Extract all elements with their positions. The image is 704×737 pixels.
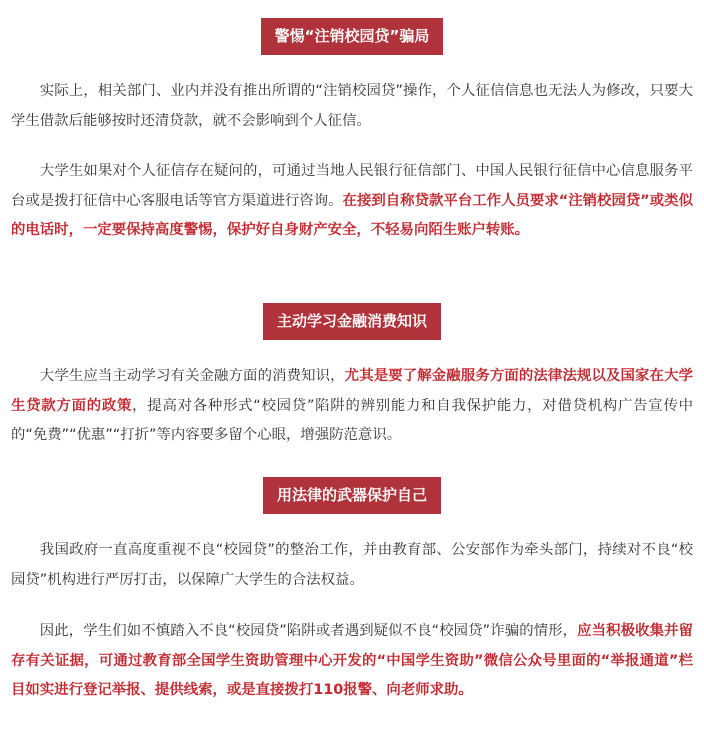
paragraph-text: 因此，学生们如不慎踏入不良“校园贷”陷阱或者遇到疑似不良“校园贷”诈骗的情形， bbox=[39, 623, 578, 639]
paragraph bbox=[11, 617, 693, 706]
section-1-heading-wrap bbox=[0, 18, 704, 55]
section-heading: 主动学习金融消费知识 bbox=[263, 303, 441, 340]
paragraph-text: 实际上，相关部门、业内并没有推出所谓的“注销校园贷”操作，个人征信信息也无法人为修改，只要大学生借款后能够按时还清贷款，就不会影响到个人征信。 bbox=[11, 83, 693, 129]
paragraph-text: 我国政府一直高度重视不良“校园贷”的整治工作，并由教育部、公安部作为牵头部门，持续对不良“校园贷”机构进行严厉打击，以保障广大学生的合法权益。 bbox=[11, 542, 693, 588]
paragraph bbox=[11, 157, 693, 246]
highlighted-text: 在接到自称贷款平台工作人员要求“注销校园贷”或类似的电话时，一定要保持高度警惕，保护好自身财产安全，不轻易向陌生账户转账。 bbox=[11, 192, 693, 238]
paragraph bbox=[11, 77, 693, 136]
highlighted-text: 尤其是要了解金融服务方面的法律法规以及国家在大学生贷款方面的政策 bbox=[11, 368, 693, 414]
paragraph-text: 大学生应当主动学习有关金融方面的消费知识， bbox=[39, 368, 345, 384]
paragraph-text: 大学生如果对个人征信存在疑问的，可通过当地人民银行征信部门、中国人民银行征信中心信息服务平台或是拨打征信中心客服电话等官方渠道进行咨询。 bbox=[11, 163, 693, 209]
paragraph bbox=[11, 536, 693, 595]
highlighted-text: 应当积极收集并留存有关证据，可通过教育部全国学生资助管理中心开发的“中国学生资助”微信公众号里面的“举报通道”栏目如实进行登记举报、提供线索，或是直接拨打110报警、向老师求助。 bbox=[11, 623, 693, 698]
paragraph bbox=[11, 362, 693, 451]
section-heading: 用法律的武器保护自己 bbox=[263, 477, 441, 514]
section-2-heading-wrap bbox=[0, 303, 704, 340]
section-heading: 警惕“注销校园贷”骗局 bbox=[261, 18, 444, 55]
paragraph-text: ，提高对各种形式“校园贷”陷阱的辨别能力和自我保护能力，对借贷机构广告宣传中的“免费”“优惠”“打折”等内容要多留个心眼，增强防范意识。 bbox=[11, 397, 693, 443]
section-3-heading-wrap bbox=[0, 477, 704, 514]
